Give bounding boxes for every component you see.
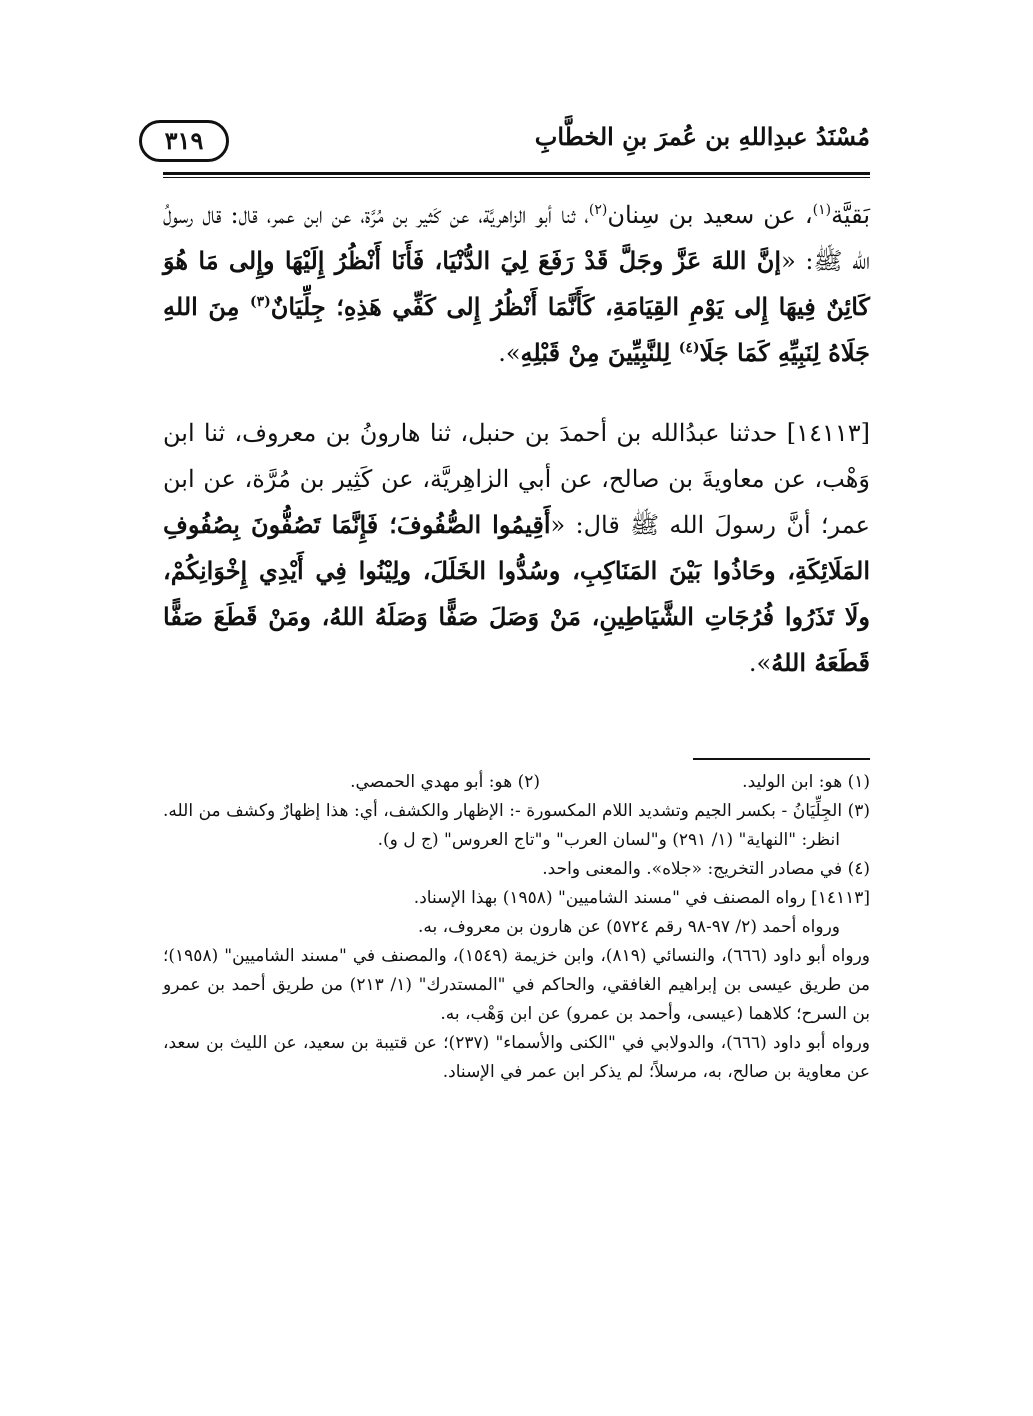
footnote-4: (٤) في مصادر التخريج: «جلاه». والمعنى واحد.: [542, 859, 870, 879]
takhrij-paragraph: ورواه أبو داود (٦٦٦)، والنسائي (٨١٩)، وابن خزيمة (١٥٤٩)، والمصنف في "مسند الشاميين" (١٩٥٨)؛ من طريق عيسى بن إبراهيم الغافقي، والحاكم في "المستدرك" (١/ ٢١٣) من طريق أحمد بن عمرو بن السرح؛ كلاهما (عيسى، وأحمد بن عمرو) عن ابن وَهْب، به.: [163, 946, 871, 1024]
hadith-paragraph-14113: [163, 410, 870, 686]
footnote-ref-1[interactable]: (١): [812, 202, 832, 218]
text-segment: ».: [748, 649, 772, 677]
header-rule-top: [163, 172, 870, 175]
takhrij-paragraph: ورواه أبو داود (٦٦٦)، والدولابي في "الكنى والأسماء" (٢٣٧)؛ عن قتيبة بن سعيد، عن الليث بن سعد، عن معاوية بن صالح، به، مرسلاً؛ لم يذكر ابن عمر في الإسناد.: [163, 1033, 871, 1082]
footnote-ref-2[interactable]: (٢): [588, 202, 608, 218]
hadith-text: إنَّ اللهَ عَزَّ وجَلَّ قَدْ رَفَعَ لِيَ الدُّنْيَا، فَأَنَا أَنْظُرُ إِلَيْهَا وإِلى مَا هُوَ كَائِنٌ فِيهَا إِلى يَوْمِ القِيَامَةِ، كَأَنَّمَا أَنْظُرُ إِلى كَفِّي هَذِهِ؛ جِلِّيَانٌ: [163, 246, 870, 321]
header-rule-bottom: [163, 177, 870, 178]
footnote-2: (٢) هو: أبو مهدي الحمصي.: [350, 772, 540, 792]
page-number: ٣١٩: [139, 120, 229, 162]
hadith-paragraph-continued: [163, 192, 870, 376]
footnote-1: (١) هو: ابن الوليد.: [742, 772, 870, 792]
text-segment: ».: [498, 339, 521, 367]
takhrij-heading: [١٤١١٣] رواه المصنف في "مسند الشاميين" (١٩٥٨) بهذا الإسناد.: [413, 888, 870, 908]
hadith-text: مِنَ اللهِ جَلَاهُ لِنَبِيِّهِ كَمَا جَلَا: [163, 292, 870, 367]
hadith-number: [١٤١١٣]: [786, 419, 870, 447]
text-segment: ، عن سعيد بن سِنان: [607, 201, 813, 229]
footnote-ref-4[interactable]: (٤): [678, 340, 700, 356]
footnote-separator: [693, 758, 870, 760]
text-segment: بَقيَّة: [831, 201, 870, 229]
footnote-3: (٣) الجِلِّيَانُ - بكسر الجيم وتشديد اللام المكسورة -: الإظهار والكشف، أي: هذا إظهارٌ وكشف من الله. انظر: "النهاية" (١/ ٢٩١) و"لسان العرب" و"تاج العروس" (ج ل و).: [163, 801, 870, 850]
footnote-ref-3[interactable]: (٣): [250, 294, 271, 310]
footnote-row: [163, 768, 870, 797]
footnotes: [163, 768, 870, 1087]
takhrij-line: ورواه أحمد (٢/ ٩٧-٩٨ رقم ٥٧٢٤) عن هارون بن معروف، به.: [418, 917, 840, 937]
running-title: مُسْنَدُ عبدِاللهِ بن عُمرَ بنِ الخطَّابِ: [534, 122, 870, 151]
main-text: [163, 192, 870, 686]
text-segment: ، ثنا أبو الزاهريَّة، عن كَثير بن مُرَّة، عن ابن عمر، قال: قال رسولُ الله ﷺ: «: [163, 201, 871, 275]
hadith-text: لِلنَّبِيِّينَ مِنْ قَبْلِهِ: [520, 338, 679, 367]
hadith-text: أَقِيمُوا الصُّفُوفَ؛ فَإِنَّمَا تَصُفُّونَ بِصُفُوفِ المَلَائِكَةِ، وحَاذُوا بَيْنَ المَنَاكِبِ، وسُدُّوا الخَلَلَ، ولِيْنُوا فِي أَيْدِي إِخْوَانِكُمْ، ولَا تَذَرُوا فُرُجَاتِ الشَّيَاطِينِ، مَنْ وَصَلَ صَفًّا وَصَلَهُ اللهُ، ومَنْ قَطَعَ صَفًّا قَطَعَهُ اللهُ: [163, 510, 870, 677]
isnad-text: حدثنا عبدُالله بن أحمدَ بن حنبل، ثنا هارونُ بن معروف، ثنا ابن وَهْب، عن معاويةَ بن صالح، عن أبي الزاهِريَّة، عن كَثِير بن مُرَّة، عن ابن عمر؛ أنَّ رسولَ الله ﷺ قال: «: [163, 419, 870, 539]
